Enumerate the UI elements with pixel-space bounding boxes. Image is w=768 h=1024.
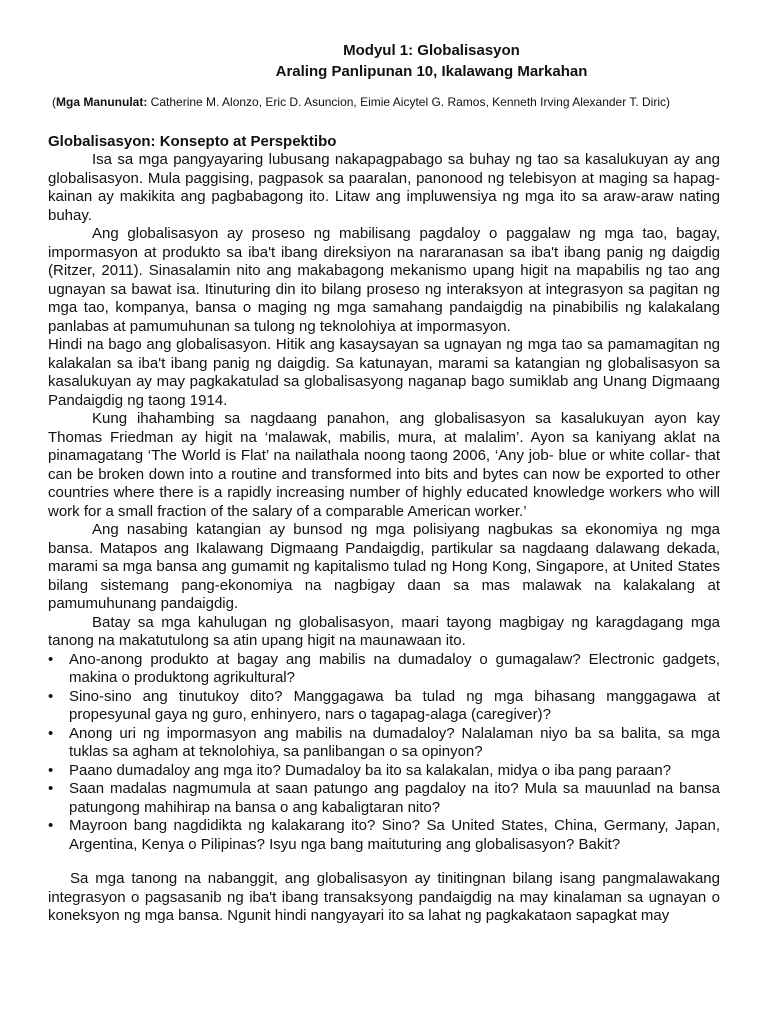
paragraph: Hindi na bago ang globalisasyon. Hitik ang kasaysayan sa ugnayan ng mga tao sa pamamagitan ng kalakalan sa iba't ibang panig ng daigdig. Sa katunayan, marami sa katangian ng globalisasyon sa kasalukuyan ay may pagkakatulad sa globalisasyong naganap bago sumiklab ang Unang Digmaang Pandaigdig ng taong 1914. bbox=[48, 336, 720, 409]
module-title: Modyul 1: Globalisasyon bbox=[343, 42, 520, 59]
authors-line bbox=[48, 94, 720, 111]
question-item bbox=[48, 817, 720, 854]
bullet: • bbox=[48, 650, 54, 668]
question-list bbox=[48, 651, 720, 855]
question-text: Saan madalas nagmumula at saan patungo ang pagdaloy na ito? Mula sa mauunlad na bansa patungong mahihirap na bansa o ang kabaligtaran nito? bbox=[69, 780, 720, 816]
bullet: • bbox=[48, 761, 54, 779]
bullet: • bbox=[48, 780, 54, 797]
question-text: Anong uri ng impormasyon ang mabilis na dumadaloy? Nalalaman niyo ba sa balita, sa mga tuklas sa agham at teknolohiya, sa panlibangan o sa opinyon? bbox=[69, 724, 720, 760]
bullet: • bbox=[48, 687, 54, 705]
paragraph: Batay sa mga kahulugan ng globalisasyon, maari tayong magbigay ng karagdagang mga tanong na makatutulong sa atin upang higit na maunawaan ito. bbox=[48, 613, 720, 649]
authors-names: Catherine M. Alonzo, Eric D. Asuncion, Eimie Aicytel G. Ramos, Kenneth Irving Alexander T. Diric) bbox=[150, 95, 671, 109]
authors-label: Mga Manunulat: bbox=[56, 95, 148, 109]
question-text: Paano dumadaloy ang mga ito? Dumadaloy ba ito sa kalakalan, midya o iba pang paraan? bbox=[69, 761, 672, 779]
paragraph: Isa sa mga pangyayaring lubusang nakapagpabago sa buhay ng tao sa kasalukuyan ay ang globalisasyon. Mula paggising, pagpasok sa paaralan, panonood ng telebisyon at maging sa hapag-kainan ay makikita ang pagbabagong ito. Litaw ang impluwensiya ng mga ito sa araw-araw nating buhay. bbox=[48, 151, 720, 224]
question-item bbox=[48, 725, 720, 762]
question-item bbox=[48, 780, 720, 817]
section-title: Globalisasyon: Konsepto at Perspektibo bbox=[48, 133, 337, 150]
question-text: Ano-anong produkto at bagay ang mabilis na dumadaloy o gumagalaw? Electronic gadgets, makina o produktong agrikultural? bbox=[69, 650, 720, 686]
module-subtitle: Araling Panlipunan 10, Ikalawang Markahan bbox=[275, 63, 588, 80]
authors-open-paren: ( bbox=[52, 95, 56, 109]
paragraph: Ang globalisasyon ay proseso ng mabilisang pagdaloy o paggalaw ng mga tao, bagay, impormasyon at produkto sa iba't ibang direksiyon na nararanasan sa iba't ibang panig ng daigdig (Ritzer, 2011). Sinasalamin nito ang makabagong mekanismo upang higit na mapabilis ng tao ang ugnayan sa bawat isa. Itinuturing din ito bilang proseso ng interaksyon at integrasyon sa pagitan ng mga tao, kompanya, bansa o maging ng mga samahang pandaigdig na pinabibilis ng kalakalang panlabas at pamumuhunan sa tulong ng teknolohiya at impormasyon. bbox=[48, 225, 720, 335]
question-item bbox=[48, 688, 720, 725]
document-header bbox=[143, 40, 720, 82]
paragraph: Kung ihahambing sa nagdaang panahon, ang globalisasyon sa kasalukuyan ayon kay Thomas Friedman ay higit na ‘malawak, mabilis, mura, at malalim’. Ayon sa kaniyang aklat na pinamagatang ‘The World is Flat’ na nailathala noong taong 2006, ‘Any job- blue or white collar- that can be broken down into a routine and transformed into bits and bytes can now be exported to other countries where there is a rapidly increasing number of highly educated knowledge workers who will work for a small fraction of the salary of a comparable American worker.’ bbox=[48, 410, 720, 520]
closing-paragraph: Sa mga tanong na nabanggit, ang globalisasyon ay tinitingnan bilang isang pangmalawakang integrasyon o pagsasanib ng iba't ibang transaksyong pandaigdig na may kinalaman sa ugnayan o koneksyon ng mga bansa. Ngunit hindi nangyayari ito sa lahat ng pagkakataon sapagkat may bbox=[48, 870, 720, 924]
question-item bbox=[48, 651, 720, 688]
paragraph: Ang nasabing katangian ay bunsod ng mga polisiyang nagbukas sa ekonomiya ng mga bansa. Matapos ang Ikalawang Digmaang Pandaigdig, partikular sa nagdaang dalawang dekada, marami sa mga bansa ang gumamit ng kapitalismo tulad ng Hong Kong, Singapore, at United States bilang sistemang pang-ekonomiya na nagbigay daan sa mas malawak na kalakalang at pamumuhunang pandaigdig. bbox=[48, 521, 720, 612]
section-body bbox=[48, 151, 720, 926]
bullet: • bbox=[48, 817, 54, 834]
question-text: Mayroon bang nagdidikta ng kalakarang ito? Sino? Sa United States, China, Germany, Japan, Argentina, Kenya o Pilipinas? Isyu nga bang maituturing ang globalisasyon? Bakit? bbox=[69, 817, 720, 853]
bullet: • bbox=[48, 724, 54, 742]
question-text: Sino-sino ang tinutukoy dito? Manggagawa ba tulad ng mga bihasang manggagawa at propesyunal gaya ng guro, enhinyero, nars o tagapag-alaga (caregiver)? bbox=[69, 687, 720, 723]
question-item bbox=[48, 762, 720, 781]
